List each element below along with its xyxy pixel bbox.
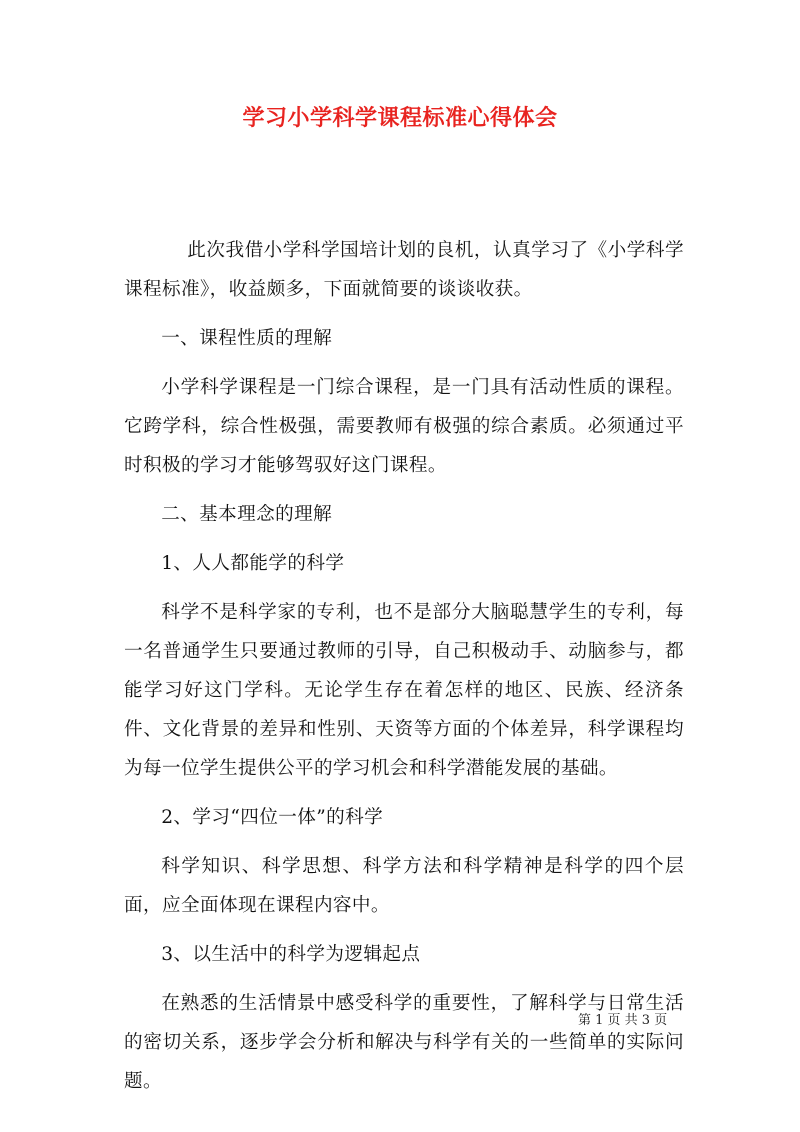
paragraph-four-in-one: 科学知识、科学思想、科学方法和科学精神是科学的四个层面，应全面体现在课程内容中。 (124, 856, 684, 916)
document-body (124, 231, 684, 1111)
paragraph-intro: 此次我借小学科学国培计划的良机，认真学习了《小学科学课程标准》，收益颇多，下面就简要的谈谈收获。 (124, 240, 684, 300)
heading-course-nature: 一、课程性质的理解 (161, 328, 333, 349)
paragraph-science-for-all: 科学不是科学家的专利，也不是部分大脑聪慧学生的专利，每一名普通学生只要通过教师的引导，自己积极动手、动脑参与，都能学习好这门学科。无论学生存在着怎样的地区、民族、经济条件、文化背景的差异和性别、天资等方面的个体差异，科学课程均为每一位学生提供公平的学习机会和科学潜能发展的基础。 (124, 602, 684, 779)
subheading-science-for-all: 1、人人都能学的科学 (161, 553, 345, 574)
subheading-four-in-one: 2、学习“四位一体”的科学 (161, 807, 384, 828)
paragraph-life-science: 在熟悉的生活情景中感受科学的重要性，了解科学与日常生活的密切关系，逐步学会分析和解决与科学有关的一些简单的实际问题。 (124, 993, 684, 1092)
subheading-life-science: 3、以生活中的科学为逻辑起点 (161, 944, 421, 965)
heading-basic-concepts: 二、基本理念的理解 (161, 504, 333, 525)
paragraph-course-nature: 小学科学课程是一门综合课程，是一门具有活动性质的课程。它跨学科，综合性极强，需要教师有极强的综合素质。必须通过平时积极的学习才能够驾驭好这门课程。 (124, 377, 684, 476)
document-title: 学习小学科学课程标准心得体会 (242, 105, 558, 131)
page-number-footer: 第 1 页 共 3 页 (578, 1013, 668, 1028)
